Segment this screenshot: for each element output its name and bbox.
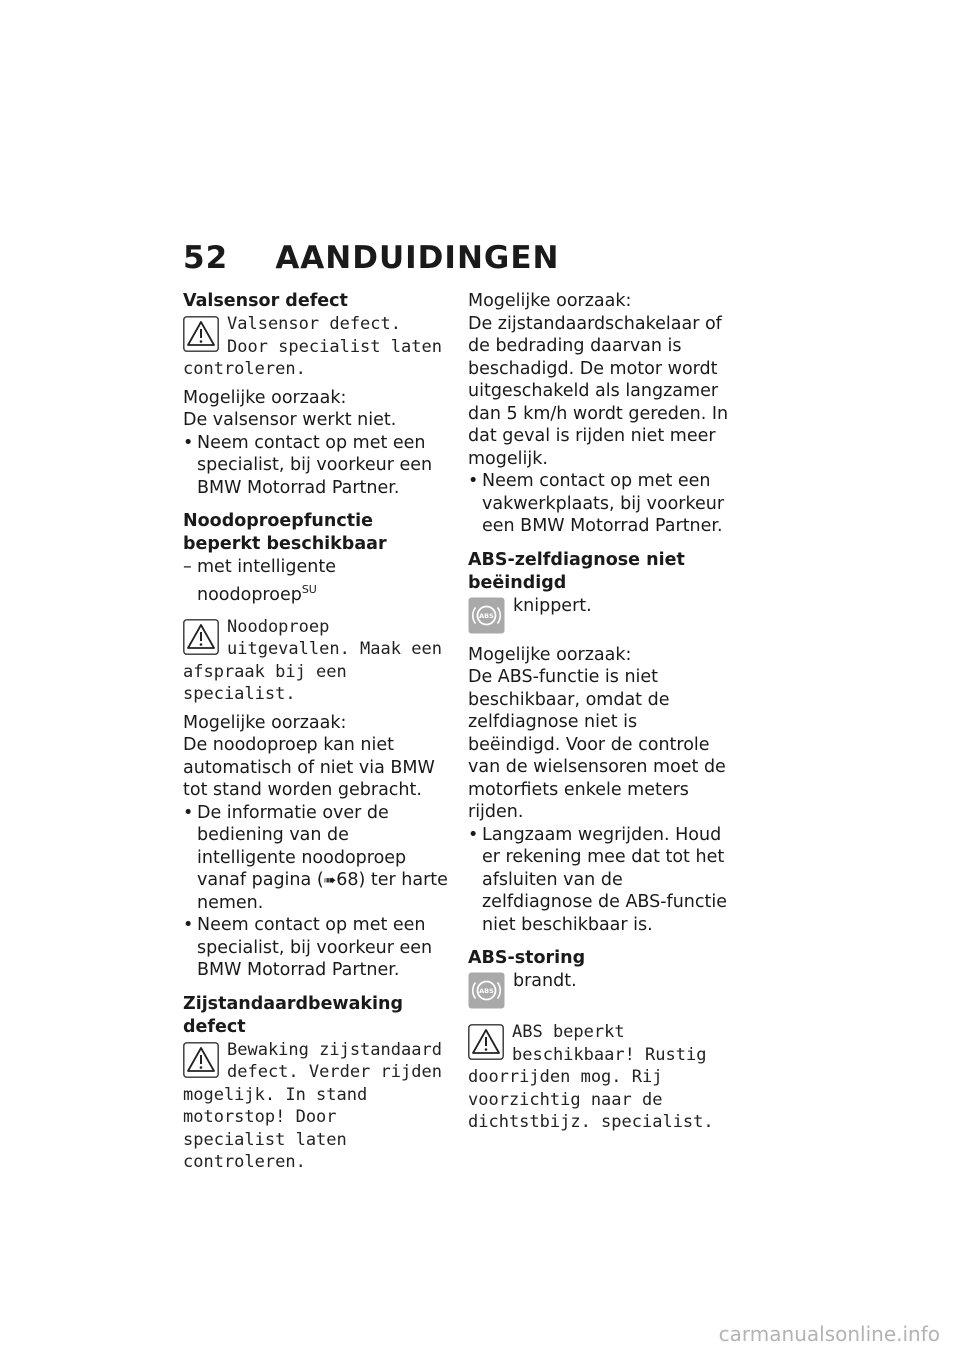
action-bullet: • Neem contact op met een vakwerkplaats, bij voorkeur een BMW Motorrad Partner.: [468, 470, 733, 538]
section-zijstandaard: [183, 993, 448, 1174]
section-title: ABS-storing: [468, 948, 586, 968]
section-title: Valsensor defect: [183, 291, 348, 311]
page-header: [183, 240, 559, 276]
section-title: ABS-zelfdiagnose niet beëindigd: [468, 549, 685, 593]
condition-text: met intelligente noodoproep: [197, 557, 337, 605]
light-state: brandt.: [513, 971, 577, 991]
cause-text: De ABS-functie is niet beschikbaar, omdat de zelfdiagnose niet is beëindigd. Voor de controle van de wielsensoren moet de motorfiets enkele meters rijden.: [468, 667, 726, 822]
display-text: Bewaking zijstandaard defect. Verder rijden mogelijk. In stand motorstop! Door specialist laten controleren.: [183, 1039, 442, 1173]
cause-text: De valsensor werkt niet.: [183, 410, 397, 430]
left-column: [183, 290, 448, 1174]
cause-label: Mogelijke oorzaak:: [468, 291, 632, 311]
cause-label: Mogelijke oorzaak:: [183, 387, 347, 408]
page-reference[interactable]: 68: [336, 870, 359, 891]
display-message: [468, 1021, 733, 1134]
section-valsensor: [183, 290, 448, 499]
warning-triangle-icon: [183, 1042, 219, 1078]
cause-text: De zijstandaardschakelaar of de bedrading daarvan is beschadigd. De motor wordt uitgeschakeld als langzamer dan 5 km/h wordt gereden. In dat geval is rijden niet meer mogelijk.: [468, 313, 729, 469]
bullet-text-end: ter harte nemen.: [197, 870, 448, 913]
abs-indicator-icon: [468, 597, 505, 634]
section-title: Zijstandaardbewaking defect: [183, 993, 404, 1037]
section-zijstandaard-continued: [468, 290, 733, 538]
cause-text: De noodoproep kan niet automatisch of niet via BMW tot stand worden gebracht.: [183, 735, 435, 801]
cause-label: Mogelijke oorzaak:: [183, 712, 347, 733]
section-abs-storing: [468, 947, 733, 1134]
indicator-light: [468, 595, 733, 638]
display-text: ABS beperkt beschikbaar! Rustig doorrijden mog. Rij voorzichtig naar de dichtstbijz. specialist.: [468, 1022, 714, 1132]
page-number: 52: [183, 240, 229, 276]
light-state: knippert.: [513, 595, 592, 616]
condition-line: [183, 556, 448, 606]
cause-label: Mogelijke oorzaak:: [468, 644, 632, 665]
action-bullet: • De informatie over de bediening van de intelligente noodoproep vanaf pagina (➠68) ter harte nemen.: [183, 802, 448, 915]
section-noodoproep: [183, 510, 448, 982]
condition-superscript: SU: [301, 582, 317, 596]
footer-watermark[interactable]: carmanualsonline.info: [718, 1322, 940, 1346]
svg-text:ABS: ABS: [479, 611, 494, 620]
display-message: [183, 616, 448, 706]
warning-triangle-icon: [183, 316, 219, 352]
action-bullet: • Neem contact op met een specialist, bij voorkeur een BMW Motorrad Partner.: [183, 914, 448, 982]
section-title: Noodoproepfunctie beperkt beschikbaar: [183, 511, 387, 554]
section-abs-zelfdiagnose: [468, 549, 733, 937]
display-text: Valsensor defect. Door specialist laten controleren.: [183, 314, 442, 379]
abs-indicator-icon: [468, 972, 505, 1009]
right-column: [468, 290, 733, 1134]
page-reference-arrow-icon: ➠: [323, 871, 337, 890]
bullet-text: De informatie over de bediening van de intelligente noodoproep vanaf pagina: [197, 802, 407, 891]
indicator-light: [468, 970, 733, 1013]
chapter-title: AANDUIDINGEN: [275, 240, 560, 276]
display-message: [183, 1039, 448, 1174]
action-bullet: • Neem contact op met een specialist, bij voorkeur een BMW Motorrad Partner.: [183, 432, 448, 500]
svg-text:ABS: ABS: [479, 987, 494, 995]
display-message: [183, 313, 448, 381]
warning-triangle-icon: [183, 619, 219, 655]
warning-triangle-icon: [468, 1024, 504, 1060]
action-bullet: • Langzaam wegrijden. Houd er rekening mee dat tot het afsluiten van de zelfdiagnose de ABS-functie niet beschikbaar is.: [468, 824, 733, 937]
display-text: Noodoproep uitgevallen. Maak een afspraak bij een specialist.: [183, 616, 442, 705]
